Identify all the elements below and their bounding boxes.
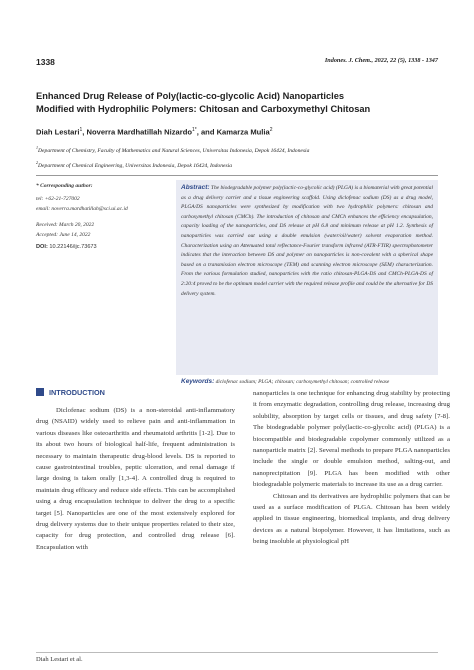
- doi: [36, 244, 167, 250]
- paragraph: nanoparticles is one technique for enhancing drug stability by protecting it from enzymatic degradation, controlling drug release, increasing drug solubility, absorption by target cells or tissues, and drug safety [7-8]. The biodegradable polymer poly(lactic-co-glycolic acid) (PLGA) is a biocompatible and biodegradable copolymer commonly utilized as a nanoparticle matrix [2]. Several methods to prepare PLGA nanoparticles include the single or double emulsion method, salting-out, and nanoprecipitation [9]. PLGA has been modified with other biodegradable polymeric materials to increase its use as a drug carrier.: [253, 390, 450, 489]
- author-name: Diah Lestari: [36, 127, 80, 137]
- keywords-label: Keywords:: [181, 378, 215, 385]
- paragraph: Diclofenac sodium (DS) is a non-steroidal anti-inflammatory drug (NSAID) widely used to relieve pain and anti-inflammation in various diseases like osteoarthritis and rheumatoid arthritis [1-2]. Due to its about two hours of biological half-life, frequent administration is necessary to maintain therapeutic drug-blood levels. DS is reported to cause gastrointestinal troubles, peptic ulceration, and renal damage if large dosing is taken orally [1,3-4]. A controlled drug is required to maintain drug efficacy and reduce side effects. This can be accomplished using a drug encapsulation technique to deliver the drug to a specific target [5]. Nanoparticles are one of the most extensively explored for drug delivery systems due to their unique properties related to their size, capacity for drug protection, and controlled drug release [6]. Encapsulation with: [36, 407, 235, 551]
- section-heading: [36, 388, 105, 397]
- affiliation-1: [36, 145, 309, 154]
- author-name: and Kamarza Mulia: [200, 127, 270, 137]
- author-sup: 1*: [191, 127, 197, 133]
- section-heading-text: INTRODUCTION: [49, 388, 105, 397]
- received-date: Received: March 20, 2022: [36, 222, 95, 228]
- journal-citation: Indones. J. Chem., 2022, 22 (5), 1338 - 1347: [324, 57, 438, 64]
- author-sup: 2: [269, 127, 273, 133]
- keywords-text: diclofenac sodium; PLGA; chitosan; carboxymethyl chitosan; controlled release: [215, 379, 390, 385]
- author-name: Noverra Mardhatillah Nizardo: [86, 127, 192, 137]
- page-number: 1338: [36, 57, 55, 67]
- page-header: [36, 57, 438, 69]
- accepted-date: Accepted: June 14, 2022: [36, 232, 91, 238]
- footer-divider: [36, 652, 438, 653]
- affiliation-text: Department of Chemical Engineering, Universitas Indonesia, Depok 16424, Indonesia: [38, 162, 233, 169]
- header-divider: [36, 175, 438, 176]
- abstract-label: Abstract:: [181, 184, 210, 191]
- paragraph: Chitosan and its derivatives are hydrophilic polymers that can be used as a surface modification of PLGA. Chitosan has been widely applied in tissue engineering, biomedical implants, and drug delivery devices as a natural biopolymer. However, it has limitations, such as being insoluble at physiological pH: [253, 492, 450, 546]
- corresponding-author-title: * Corresponding author:: [36, 183, 93, 189]
- title-line-2: Modified with Hydrophilic Polymers: Chitosan and Carboxymethyl Chitosan: [36, 104, 371, 114]
- heading-square-icon: [36, 388, 44, 396]
- affiliation-text: Department of Chemistry, Faculty of Mathematics and Natural Sciences, Universitas Indonesia, Depok 16424, Indonesia: [38, 147, 310, 154]
- left-column: [36, 405, 235, 553]
- doi-label: DOI:: [36, 244, 48, 250]
- abstract-box: [176, 180, 438, 375]
- right-column: [253, 388, 450, 548]
- abstract: [181, 183, 433, 299]
- article-title: [36, 90, 456, 116]
- telephone: tel: +62-21-727002: [36, 196, 80, 202]
- email-link[interactable]: email: noverra.mardhatillah@sci.ui.ac.id: [36, 206, 128, 212]
- doi-link[interactable]: 10.22146/ijc.73673: [49, 244, 97, 250]
- affiliation-2: [36, 160, 232, 169]
- abstract-text: The biodegradable polymer poly(lactic-co-glycolic acid) (PLGA) is a biomaterial with great potential as a drug delivery carrier and a tissue engineering scaffold. Using diclofenac sodium (DS) as a drug model, PLGA/DS nanoparticles were synthesized by modification with two hydrophilic polymers: chitosan and carboxymethyl chitosan (CMCh). The introduction of chitosan and CMCh enhances the efficiency encapsulation, capacity loading of the nanoparticles, and DS release at pH 6.8 and minimum release at pH 1.2. Synthesis of nanoparticles was carried out using a double emulsion (water/oil/water) solvent evaporation method. Characterization using an Attenuated total reflectance-Fourier transform infrared (ATR-FTIR) spectrophotometer indicates that the interaction between DS and polymer on nanoparticles is non-covalent with a spherical shape based on a transmission electron microscope (TEM) and scanning electron microscope (SEM) characterization. From the various formulation studied, nanoparticles with the ratio chitosan-PLGA-DS and CMCh-PLGA-DS of 2:20:4 proved to be the optimum model carrier with the required release profile and could be the alternative for DS delivery system.: [181, 185, 434, 297]
- affiliation-sup: 2: [36, 160, 38, 165]
- keywords: [181, 377, 436, 387]
- article-info-sidebar: [36, 183, 167, 250]
- author-sup: 1: [79, 127, 83, 133]
- affiliation-sup: 1: [36, 145, 38, 150]
- author-list: Diah Lestari$^1$, Noverra Mardhatillah Nizardo$^{1*}$, and Kamarza Mulia$^2$: [36, 127, 273, 137]
- title-line-1: Enhanced Drug Release of Poly(lactic-co-glycolic Acid) Nanoparticles: [36, 91, 345, 101]
- page-footer: Diah Lestari et al.: [36, 656, 83, 663]
